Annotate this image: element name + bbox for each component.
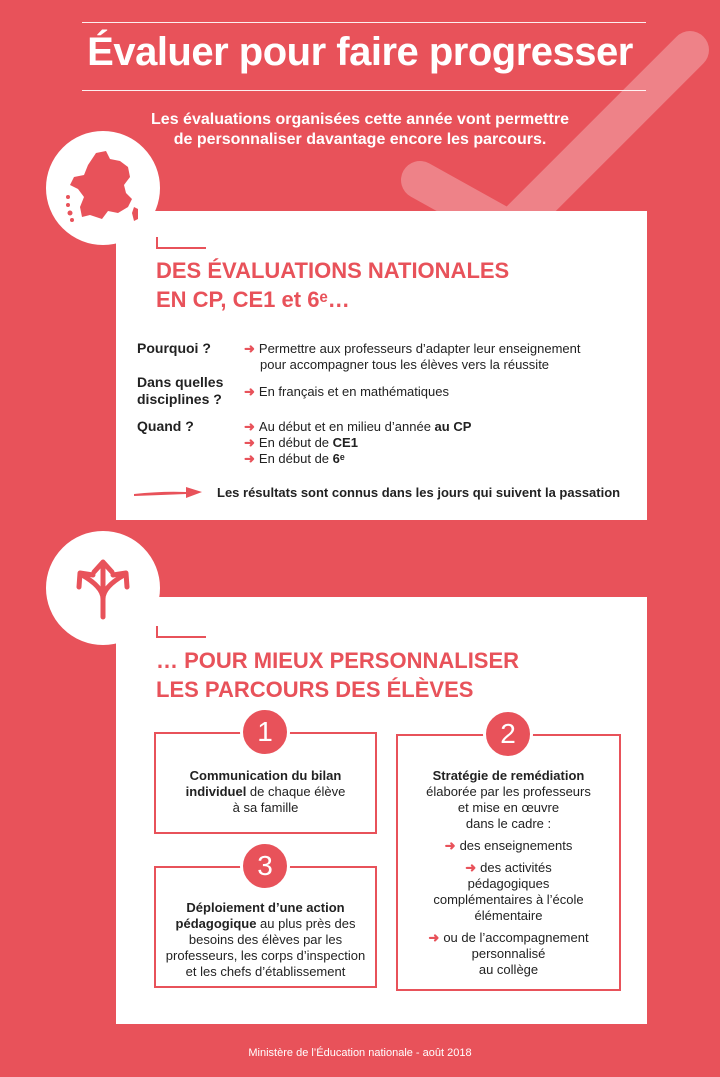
arrow-right-icon: ➜ <box>244 384 255 399</box>
list-item: pour accompagner tous les élèves vers la réussite <box>260 357 550 372</box>
step-text-1: Communication du bilan individuel de chaque élève à sa famille <box>185 768 346 815</box>
section-bracket <box>156 626 206 638</box>
step-text-2: Stratégie de remédiation élaborée par les professeurs et mise en œuvre dans le cadre : ➜ des enseignements ➜ des activités pédagogiques complémentaires à l’école élémentaire ➜ ou de l’accompagnement personnalisé au collège <box>398 768 619 978</box>
arrow-right-icon: ➜ <box>444 838 456 853</box>
arrow-right-icon: ➜ <box>465 860 477 875</box>
list-item: ➜ Permettre aux professeurs d’adapter leur enseignement <box>244 341 581 356</box>
step-number-2: 2 <box>483 709 533 759</box>
arrow-right-icon: ➜ <box>428 930 440 945</box>
page-title: Évaluer pour faire progresser <box>87 30 633 74</box>
section1-title: DES ÉVALUATIONS NATIONALES EN CP, CE1 et 6ᵉ… <box>156 258 510 312</box>
label-disciplines: Dans quelles disciplines ? <box>137 374 224 407</box>
title-rule <box>82 90 646 91</box>
arrow-right-icon: ➜ <box>244 341 255 356</box>
list-item: ➜ des enseignements <box>444 838 573 853</box>
list-item: ➜ En début de 6ᵉ <box>244 451 345 466</box>
top-rule <box>82 22 646 23</box>
step-number-1: 1 <box>240 707 290 757</box>
arrow-right-icon <box>132 483 204 501</box>
france-map-icon <box>62 147 144 229</box>
section-bracket <box>156 237 206 249</box>
list-item: ➜ Au début et en milieu d’année au CP <box>244 419 472 434</box>
footer-credit: Ministère de l’Éducation nationale - août 2018 <box>248 1047 472 1059</box>
results-note: Les résultats sont connus dans les jours qui suivent la passation <box>217 485 621 500</box>
page-subtitle: Les évaluations organisées cette année vont permettre de personnaliser davantage encore les parcours. <box>151 111 569 148</box>
step-number-3: 3 <box>240 841 290 891</box>
france-circle <box>46 131 160 245</box>
list-item: ➜ En français et en mathématiques <box>244 384 449 399</box>
paths-circle <box>46 531 160 645</box>
arrow-right-icon: ➜ <box>244 451 255 466</box>
list-item: ➜ des activités pédagogiques complémentaires à l’école élémentaire <box>433 860 584 923</box>
list-item: ➜ ou de l’accompagnement personnalisé au collège <box>428 930 589 977</box>
label-quand: Quand ? <box>137 418 194 434</box>
step-text-3: Déploiement d’une action pédagogique au plus près des besoins des élèves par les professeurs, les corps d’inspection et les chefs d’établissement <box>165 900 366 979</box>
label-pourquoi: Pourquoi ? <box>137 340 211 356</box>
arrow-right-icon: ➜ <box>244 435 255 450</box>
list-item: ➜ En début de CE1 <box>244 435 358 450</box>
diverging-arrows-icon <box>68 553 138 623</box>
arrow-right-icon: ➜ <box>244 419 255 434</box>
section2-title: … POUR MIEUX PERSONNALISER LES PARCOURS DES ÉLÈVES <box>156 648 520 702</box>
